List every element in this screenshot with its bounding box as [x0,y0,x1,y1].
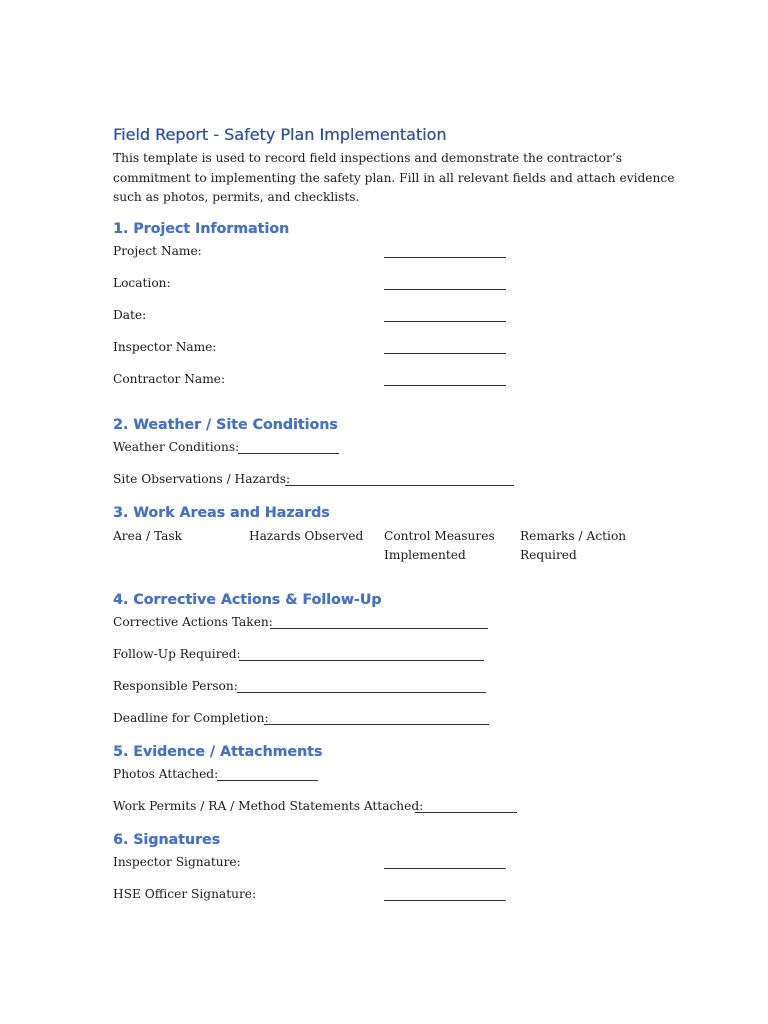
weather-line[interactable] [238,453,339,454]
field-label-project-name: Project Name: [113,244,202,258]
field-label-location: Location: [113,276,171,290]
column-header-remarks: Remarks / Action Required [520,529,627,562]
field-label-photos: Photos Attached: [113,767,219,781]
section-heading-signatures: 6. Signatures [113,832,221,848]
column-header-area-task: Area / Task [113,529,183,543]
intro-line: commitment to implementing the safety plan. Fill in all relevant fields and attach evidence [113,170,675,185]
date-line[interactable] [384,321,506,322]
follow-up-line[interactable] [239,660,484,661]
deadline-line[interactable] [264,724,489,725]
responsible-person-line[interactable] [237,692,486,693]
project-name-line[interactable] [384,257,506,258]
section-heading-evidence: 5. Evidence / Attachments [113,744,323,760]
field-label-inspector-name: Inspector Name: [113,340,217,354]
intro-line: This template is used to record field inspections and demonstrate the contractor’s [113,151,622,165]
intro-line: such as photos, permits, and checklists. [113,190,360,204]
intro-paragraph [113,149,673,208]
field-label-site-observations: Site Observations / Hazards: [113,472,291,486]
hse-signature-line[interactable] [384,900,506,901]
field-label-contractor-name: Contractor Name: [113,372,226,386]
site-observations-line[interactable] [285,485,514,486]
field-label-hse-signature: HSE Officer Signature: [113,887,257,901]
permits-line[interactable] [415,812,517,813]
photos-line[interactable] [217,780,318,781]
field-label-date: Date: [113,308,147,322]
document-title: Field Report - Safety Plan Implementation [113,125,447,144]
field-label-inspector-signature: Inspector Signature: [113,855,241,869]
field-label-follow-up: Follow-Up Required: [113,647,241,661]
corrective-actions-line[interactable] [270,628,488,629]
field-label-corrective-actions: Corrective Actions Taken: [113,615,273,629]
section-heading-project: 1. Project Information [113,221,290,237]
location-line[interactable] [384,289,506,290]
field-label-weather: Weather Conditions: [113,440,240,454]
inspector-name-line[interactable] [384,353,506,354]
field-label-permits: Work Permits / RA / Method Statements Attached: [113,799,424,813]
field-label-deadline: Deadline for Completion: [113,711,269,725]
column-header-control-measures: Control Measures Implemented [384,529,495,562]
field-label-responsible-person: Responsible Person: [113,679,238,693]
section-heading-weather: 2. Weather / Site Conditions [113,417,338,433]
inspector-signature-line[interactable] [384,868,506,869]
contractor-name-line[interactable] [384,385,506,386]
section-heading-corrective: 4. Corrective Actions & Follow-Up [113,592,382,608]
section-heading-work-areas: 3. Work Areas and Hazards [113,505,330,521]
column-header-hazards: Hazards Observed [249,529,364,543]
